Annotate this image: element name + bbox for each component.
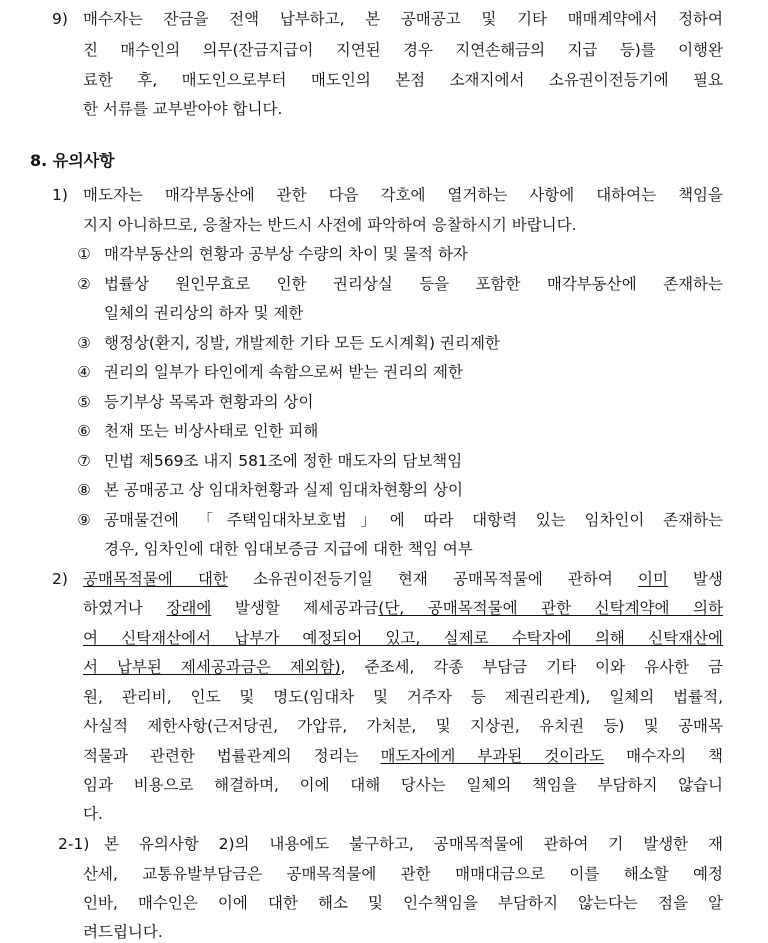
item-2-1-line-1: 본 유의사항 2)의 내용에도 불구하고, 공매목적물에 관하여 기 발생한 재 — [104, 835, 723, 853]
subitem-9-mark: ⑨ — [77, 511, 91, 529]
subitem-4-text: 권리의 일부가 타인에게 속함으로써 받는 권리의 제한 — [104, 363, 463, 381]
item-9-label: 9) — [52, 10, 68, 28]
item-2-line-7-text-b: 매수자의 책 — [604, 747, 723, 765]
item-2-1-line-4: 려드립니다. — [83, 923, 163, 941]
subitem-9-text-2: 경우, 임차인에 대한 임대보증금 지급에 대한 책임 여부 — [104, 540, 473, 558]
item-9-line-3: 료한 후, 매도인으로부터 매도인의 본점 소재지에서 소유권이전등기에 필요 — [83, 71, 723, 89]
item-2-line-4-text: , 준조세, 각종 부담금 기타 이와 유사한 금 — [340, 658, 723, 676]
item-2-line-4 — [83, 657, 723, 677]
subitem-2-mark: ② — [77, 275, 91, 293]
item-2-1-label: 2-1) — [58, 835, 90, 853]
underline-already: 이미 — [637, 570, 668, 588]
item-1-line-2: 지지 아니하므로, 응찰자는 반드시 사전에 파악하여 응찰하시기 바랍니다. — [83, 216, 577, 234]
item-2-line-7 — [83, 746, 723, 766]
subitem-3-text: 행정상(환지, 징발, 개발제한 기타 모든 도시계획) 권리제한 — [104, 334, 500, 352]
subitem-7-mark: ⑦ — [77, 452, 91, 470]
subitem-5-mark: ⑤ — [77, 393, 91, 411]
item-1-label: 1) — [52, 186, 68, 204]
subitem-2-text-1: 법률상 원인무효로 인한 권리상실 등을 포함한 매각부동산에 존재하는 — [104, 275, 723, 293]
item-2-line-8: 임과 비용으로 해결하며, 이에 대해 당사는 일체의 책임을 부담하지 않습니 — [83, 776, 723, 794]
item-9-line-2: 진 매수인의 의무(잔금지급이 지연된 경우 지연손해금의 지급 등)를 이행완 — [83, 41, 723, 59]
item-2-line-2-text-b: 발생할 제세공과금 — [211, 599, 379, 617]
subitem-8-mark: ⑧ — [77, 481, 91, 499]
underline-future: 장래에 — [166, 599, 212, 617]
subitem-6-mark: ⑥ — [77, 422, 91, 440]
subitem-7-text: 민법 제569조 내지 581조에 정한 매도자의 담보책임 — [104, 452, 463, 470]
subitem-2-text-2: 일체의 권리상의 하자 및 제한 — [104, 304, 304, 322]
section-heading: 8. 유의사항 — [30, 151, 115, 170]
item-2-line-5: 원, 관리비, 인도 및 명도(임대차 및 거주자 등 제권리관계), 일체의 법률적, — [83, 688, 723, 706]
item-2-line-2 — [83, 598, 723, 618]
item-2-line-1-text-a: 소유권이전등기일 현재 공매목적물에 관하여 — [227, 570, 638, 588]
underline-exclusion-end: 서 납부된 제세공과금은 제외함) — [83, 658, 341, 676]
subitem-6-text: 천재 또는 비상사태로 인한 피해 — [104, 422, 319, 440]
item-1-line-1: 매도자는 매각부동산에 관한 다음 각호에 열거하는 사항에 대하여는 책임을 — [83, 186, 723, 204]
subitem-1-mark: ① — [77, 245, 91, 263]
item-2-1-line-2: 산세, 교통유발부담금은 공매목적물에 관한 매매대금으로 이를 해소할 예정 — [83, 865, 723, 883]
item-2-line-9: 다. — [83, 805, 103, 823]
underline-exclusion-start: (단, 공매목적물에 관한 신탁계약에 의하 — [378, 599, 723, 617]
item-9-line-4: 한 서류를 교부받아야 합니다. — [83, 100, 283, 118]
subitem-1-text: 매각부동산의 현황과 공부상 수량의 차이 및 물적 하자 — [104, 245, 468, 263]
item-2-label: 2) — [52, 570, 68, 588]
item-2-line-3 — [83, 628, 723, 648]
subitem-3-mark: ③ — [77, 334, 91, 352]
item-2-line-1 — [83, 569, 723, 589]
item-2-line-1-text-b: 발생 — [667, 570, 724, 588]
subitem-4-mark: ④ — [77, 363, 91, 381]
subitem-9-text-1: 공매물건에 「주택임대차보호법」에 따라 대항력 있는 임차인이 존재하는 — [104, 511, 723, 529]
subitem-5-text: 등기부상 목록과 현황과의 상이 — [104, 393, 314, 411]
item-2-line-7-text-a: 적물과 관련한 법률관계의 정리는 — [83, 747, 381, 765]
item-2-line-2-text-a: 하였거나 — [83, 599, 167, 617]
subitem-8-text: 본 공매공고 상 임대차현황과 실제 임대차현황의 상이 — [104, 481, 463, 499]
underline-exclusion-mid: 여 신탁재산에서 납부가 예정되어 있고, 실제로 수탁자에 의해 신탁재산에 — [83, 629, 723, 647]
item-9-line-1: 매수자는 잔금을 전액 납부하고, 본 공매공고 및 기타 매매계약에서 정하여 — [83, 10, 723, 28]
underline-subject: 공매목적물에 대한 — [83, 570, 228, 588]
item-2-line-6: 사실적 제한사항(근저당권, 가압류, 가처분, 및 지상권, 유치권 등) 및 공매목 — [83, 717, 723, 735]
underline-seller-imposed: 매도자에게 부과된 것이라도 — [380, 747, 605, 765]
item-2-1-line-3: 인바, 매수인은 이에 대한 해소 및 인수책임을 부담하지 않는다는 점을 알 — [83, 894, 723, 912]
